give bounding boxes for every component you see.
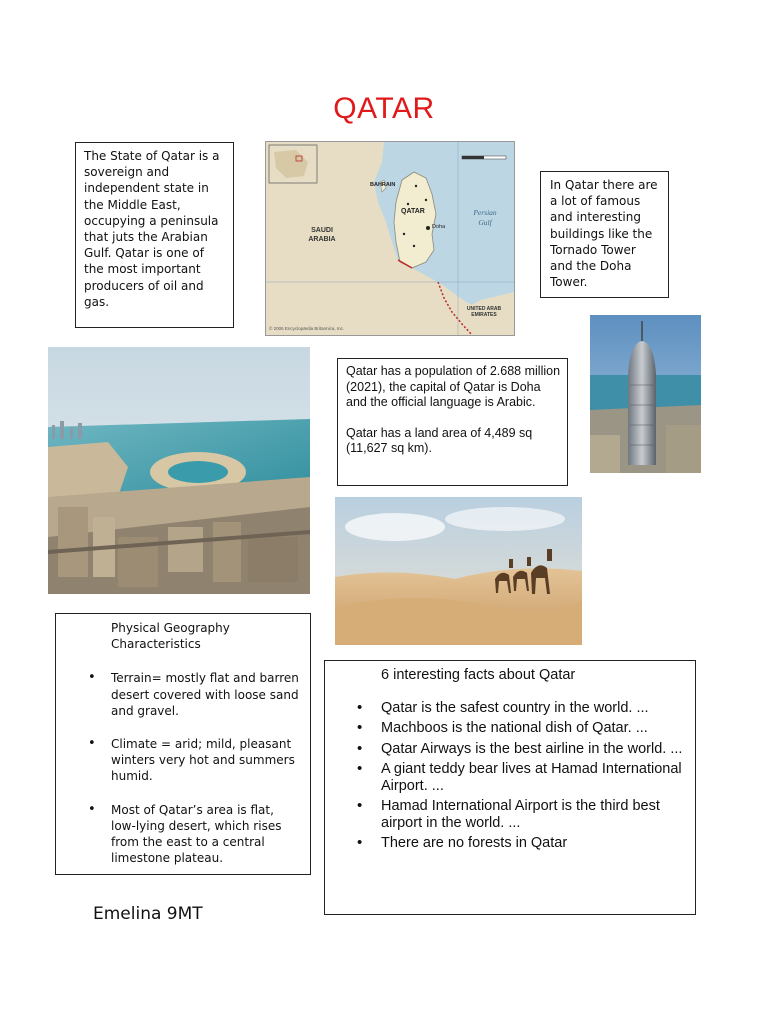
- map-label-uae: UNITED ARAB EMIRATES: [466, 306, 502, 318]
- fact-item: • Machboos is the national dish of Qatar. ...: [381, 720, 685, 737]
- facts-heading: 6 interesting facts about Qatar: [381, 667, 576, 683]
- land-area-text: Qatar has a land area of 4,489 sq (11,627 sq km).: [346, 425, 533, 455]
- buildings-text: In Qatar there are a lot of famous and interesting buildings like the Tornado Tower and the Doha Tower.: [550, 178, 658, 290]
- desert-camels-photo: [335, 497, 582, 645]
- population-box: [337, 358, 568, 486]
- map-label-doha: Doha: [432, 224, 446, 230]
- doha-tower-photo: [590, 315, 701, 473]
- qatar-map-image: [265, 141, 515, 336]
- city-aerial-photo: [48, 347, 310, 594]
- geography-item-climate: • Climate = arid; mild, pleasant winters very hot and summers humid.: [111, 736, 302, 785]
- geography-box: [55, 613, 311, 875]
- author-name: Emelina 9MT: [93, 904, 203, 924]
- buildings-box: [540, 171, 669, 298]
- intro-box: [75, 142, 234, 328]
- map-label-bahrain: BAHRAIN: [370, 182, 396, 188]
- geography-list: [111, 670, 302, 866]
- geography-item-landscape: • Most of Qatar’s area is flat, low-lying desert, which rises from the east to a central limestone plateau.: [111, 802, 302, 867]
- fact-item: • Qatar is the safest country in the world. ...: [381, 700, 685, 717]
- map-copyright: © 2006 Encyclopædia Britannica, Inc.: [269, 326, 345, 331]
- map-label-qatar: QATAR: [401, 208, 425, 215]
- map-label-saudi: SAUDI ARABIA: [308, 227, 336, 243]
- page-title: QATAR: [333, 92, 435, 125]
- fact-item: • Hamad International Airport is the third best airport in the world. ...: [381, 798, 685, 831]
- facts-box: [324, 660, 696, 915]
- map-label-gulf: Persian Gulf: [473, 208, 497, 227]
- fact-item: • A giant teddy bear lives at Hamad International Airport. ...: [381, 761, 685, 794]
- fact-item: • Qatar Airways is the best airline in the world. ...: [381, 741, 685, 758]
- population-text: Qatar has a population of 2.688 million (2021), the capital of Qatar is Doha and the official language is Arabic.: [346, 364, 561, 409]
- geography-heading: Physical Geography Characteristics: [111, 621, 230, 652]
- fact-item: • There are no forests in Qatar: [381, 835, 685, 852]
- intro-text: The State of Qatar is a sovereign and independent state in the Middle East, occupying a peninsula that juts the Arabian Gulf. Qatar is one of the most important producers of oil and gas.: [84, 149, 220, 309]
- geography-item-terrain: • Terrain= mostly flat and barren desert covered with loose sand and gravel.: [111, 670, 302, 719]
- facts-list: [381, 700, 685, 852]
